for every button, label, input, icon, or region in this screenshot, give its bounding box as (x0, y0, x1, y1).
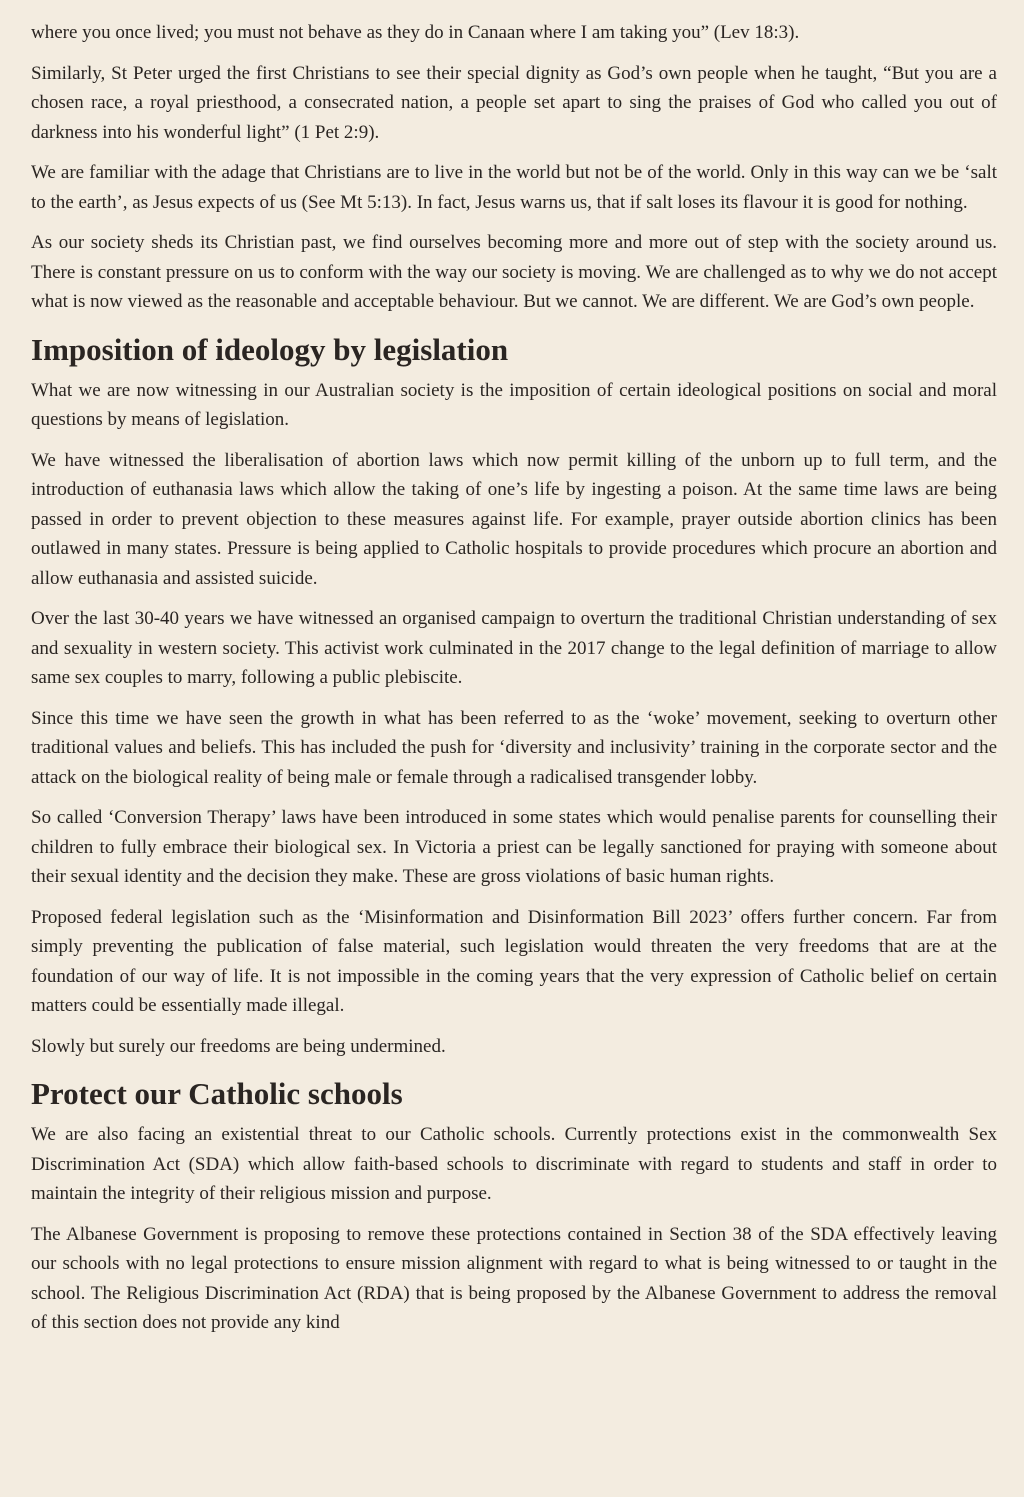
body-paragraph: As our society sheds its Christian past, we find ourselves becoming more and more out of step with the society around us. There is constant pressure on us to conform with the way our society is moving. We are challenged as to why we do not accept what is now viewed as the reasonable and acceptable behaviour. But we cannot. We are different. We are God’s own people. (31, 232, 997, 312)
body-paragraph: Since this time we have seen the growth in what has been referred to as the ‘woke’ movement, seeking to overturn other traditional values and beliefs. This has included the push for ‘diversity and inclusivity’ training in the corporate sector and the attack on the biological reality of being male or female through a radicalised transgender lobby. (31, 707, 997, 788)
body-paragraph: Slowly but surely our freedoms are being undermined. (31, 1035, 446, 1057)
body-paragraph: So called ‘Conversion Therapy’ laws have been introduced in some states which would penalise parents for counselling their children to fully embrace their biological sex. In Victoria a priest can be legally sanctioned for praying with someone about their sexual identity and the decision they make. These are gross violations of basic human rights. (31, 807, 997, 887)
body-paragraph: We are familiar with the adage that Christians are to live in the world but not be of the world. Only in this way can we be ‘salt to the earth’, as Jesus expects of us (See Mt 5:13). In fact, Jesus warns us, that if salt loses its flavour it is good for nothing. (31, 162, 997, 213)
body-paragraph: where you once lived; you must not behave as they do in Canaan where I am taking you” (Lev 18:3). (31, 22, 800, 43)
body-paragraph: We have witnessed the liberalisation of abortion laws which now permit killing of the unborn up to full term, and the introduction of euthanasia laws which allow the taking of one’s life by ingesting a poison. At the same time laws are being passed in order to prevent objection to these measures against life. For example, prayer outside abortion clinics has been outlawed in many states. Pressure is being applied to Catholic hospitals to provide procedures which procure an abortion and allow euthanasia and assisted suicide. (31, 449, 997, 589)
body-paragraph: What we are now witnessing in our Australian society is the imposition of certain ideological positions on social and moral questions by means of legislation. (31, 379, 997, 430)
section-heading-ideology: Imposition of ideology by legislation (31, 331, 509, 367)
body-paragraph: Similarly, St Peter urged the first Christians to see their special dignity as God’s own people when he taught, “But you are a chosen race, a royal priesthood, a consecrated nation, a people set apart to sing the praises of God who called you out of darkness into his wonderful light” (1 Pet 2:9). (31, 62, 997, 143)
body-paragraph: The Albanese Government is proposing to remove these protections contained in Section 38 of the SDA effectively leaving our schools with no legal protections to ensure mission alignment with regard to what is being witnessed to or taught in the school. The Religious Discrimination Act (RDA) that is being proposed by the Albanese Government to address the removal of this section does not provide any kind (31, 1223, 997, 1333)
body-paragraph: Proposed federal legislation such as the ‘Misinformation and Disinformation Bill 2023’ offers further concern. Far from simply preventing the publication of false material, such legislation would threaten the very freedoms that are at the foundation of our way of life. It is not impossible in the coming years that the very expression of Catholic belief on certain matters could be essentially made illegal. (31, 906, 997, 1016)
body-paragraph: We are also facing an existential threat to our Catholic schools. Currently protections exist in the commonwealth Sex Discrimination Act (SDA) which allow faith-based schools to discriminate with regard to students and staff in order to maintain the integrity of their religious mission and purpose. (31, 1124, 997, 1204)
body-paragraph: Over the last 30-40 years we have witnessed an organised campaign to overturn the traditional Christian understanding of sex and sexuality in western society. This activist work culminated in the 2017 change to the legal definition of marriage to allow same sex couples to marry, following a public plebiscite. (31, 608, 997, 688)
section-heading-schools: Protect our Catholic schools (31, 1076, 403, 1111)
